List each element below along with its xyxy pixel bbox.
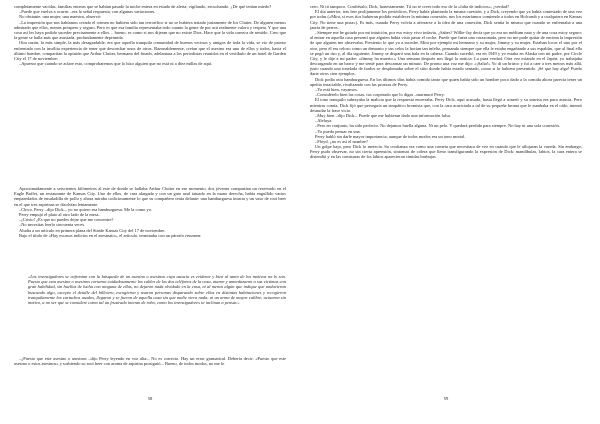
left-page: [14, 4, 286, 418]
paragraph: –Floyd, ¿no es así el nombre?: [315, 138, 368, 144]
paragraph: –Pero en conjunto, ha sido perfecto. No dejamos huella alguna. Ni un pelo. Y quedará perdida para siempre. No hay ni una sola conexión.: [315, 123, 560, 129]
paragraph: Perry habló sin darle mayor importancia, aunque de todos modos era un tono mortal.: [315, 133, 466, 139]
page-number: 59: [443, 396, 449, 401]
paragraph: –Yo puedo pensar en una.: [315, 128, 361, 134]
right-block-1: [310, 4, 582, 160]
paragraph: El tono tranquilo subrayaba la malicia que la respuesta encerraba. Perry Dick, aquí acusado, hasta llegó a sonreír y su sonrisa era pura astucia. Pero mientras comía, Dick fijó que perseguía un simpático bromista que, con la cara acariciada a tal de su pequeña broma que le zumbaba en el oído, intentó desnudar la frase vicio.: [310, 97, 582, 113]
right-page: [310, 4, 582, 418]
paragraph: –Chico, Perry –dijo Dick–, yo no quiero esa hamburguesa. Me la como yo.: [19, 206, 153, 212]
paragraph: –Ya está bien, vayamos.: [315, 87, 358, 92]
page-number: 58: [147, 396, 153, 401]
paragraph: Perry empujó el plato al otro lado de la mesa.: [19, 211, 100, 217]
paragraph: –Puede que vuelva a ocurrir –era la señal respuesta, con algunas variaciones.: [19, 9, 156, 15]
left-block-3: [14, 356, 286, 366]
paragraph: Dick podía otra hamburguesa. En los últimos días había comido tanto que quien había sido un hombre poco dado a la comida ahora parecía tener un apetito insaciable, rivalizando con las proezas de Perry.: [310, 76, 582, 87]
paragraph: Aludía a un artículo en primera plana del Starde Kansas City del 17 de noviembre.: [19, 227, 166, 233]
paragraph: Otra razón, la más simple, la más desagradable, era que aquella tranquila comunidad de buenos vecinos y amigos de toda la vida, se vio de pronto enfrentada con la insólita experiencia de tener que desconfiar unos de otros. Razonablemente, creían que el asesino era uno de ellos y todos, hasta el último hombre, compartían la opinión que Arthur Clutter, hermano del finado, adelantara a los periodistas reunidos en el vestíbulo de un hotel de Garden City el 17 de noviembre:: [14, 40, 286, 61]
paragraph: –Aleluya.: [315, 118, 333, 124]
paragraph: El día anterior, tras leer prolijamente los periódicos, Perry había planteado la misma cuestión, y a Dick, creyendo que ya había contestado de una vez por todas («Mira, si esos tíos hubieran podido establecer la mínima conexión, nos los estaríamos comiendo a todos en Holcomb y a cualquiera en Kansas City. No tiene una pista»). Es más, cuando Perry volvía a aferrarse a la idea de una conexión, Dick sentía lo mismo que cuando se enfrentaba a una jauría de perros.: [310, 9, 582, 30]
paragraph: –No necesitas leerlo cincuenta veces.: [19, 222, 86, 228]
paragraph: Un golpe bajo, pero Dick lo merecía. Su confianza era como una cometa que necesitara de vez en cuando que le aflojaran la cuerda. Sin embargo, Perry pudo observar, no sin cierta aprensión, síntomas de cólera que lleno transfigurando la expresión de Dick: mandíbulas, labios, la cara entera se distendió y en las comisuras de los labios aparecieron tímidas burbujas: [310, 144, 582, 160]
paragraph: Bajo el título de «Hay escasos indicios en el asesinato», el artículo, terminaba con un párrafo resumen:: [19, 232, 202, 238]
paragraph: completamente vacídas, familias enteras que se habían pasado la noche entera en estado de alerta, vigilando, escuchando. ¿De qué tenían miedo?: [14, 4, 272, 9]
paragraph: –Apuesto que cuando se aclare esto, comprobaremos que lo hizo alguien que no está ni a diez millas de aquí.: [19, 61, 213, 67]
paragraph: Aproximadamente a seiscientos kilómetros al este de donde se hallaba Arthur Clutter en ese momento, dos jóvenes compartían un reservado en el Eagle Buffet, un restaurante de Kansas City. Uno de ellos, de cara alargada y con un gato azul tatuado en la mano derecha, había engullido varios emparedados de ensaladilla de pollo y ahora miraba codiciosamente lo que su compañero tenía delante: una hamburguesa intacta y un vaso de root beer en el que tres aspirinas se disolvían lentamente.: [14, 186, 286, 207]
left-block-2: [14, 186, 286, 238]
paragraph: –¿Puesto que este asesino o asesinos –dijo Perry leyendo en voz alta–. No es correcto. Hay un error gramatical. Debería decir: «Puesto que este asesino o estos asesinos» y sorbiendo su root beer con aroma de aspirina prosiguió–. Bueno, de todos modos, no me lo: [14, 356, 286, 367]
paragraph: creo. Ni tú tampoco. Confiésalo, Dick, honestamente. Tú no te crees todo eso de la «falta de indicios», ¿verdad?: [310, 4, 510, 9]
newspaper-quote: «Los investigadores se enfrentan con la búsqueda de un asesino o asesinos cuya astucia es evidente y bien al tanto de los motivos no lo son. Puesto que esta asesino o asesinos cortaron cuidadosamente los cables de los dos teléfonos de la casa, ataron y amordazaron a sus víctimas con gran habilidad, sin huellas de lucha con ninguna de ellas, no dejaron nada olvidado en la casa, ni al menos algún que indique que anduvieran buscando algo, excepto el detalle del billetero, escogieron y usaron personas disparando sobre ellas en distintas habitaciones y recogieron tranquilamente los cartuchos usados, llegaron y se fueron de aquella casa sin que nadie viera nada, ni un arma de mayor calibre, actuaron sin motivo, a no ser que se considere como tal un frustrado intento de robo, como los investigadores se inclinan a pensar.»: [28, 274, 286, 305]
paragraph: –Muy bien –dijo Dick–. Puede que me hubieran dado una información falsa.: [315, 112, 451, 118]
paragraph: –La impresión que nos habíamos creado el crimen no hubiera sido tan terrorífico si no se hubiera tratado justamente de los Clutter. De alguien menos admirado que ellos, menos próspero y seguro. Pero es que esa familia representaba todo cuanto la gente de por acá realmente valora y respeta. Y que una cosa así les haya podido suceder precisamente a ellos… bueno, es como si nos dijeran que no existe Dios. Hace que la vida carezca de sentido. Creo que la gente se halla más que asustada, profundamente deprimida.: [14, 19, 286, 41]
paragraph: –Siempre me he guiado por mi intuición, por eso estoy vivo todavía, ¿Sabes? Willie-Jay decía que yo era un médium nato y de una cosa estoy seguro: al entrar en aquella casa presentí que alguien había visto pasar el coche. Puede que fuera una corazonada, pero no me pude quitar de encima la impresión de que alguien me observaba. Presiento lo que ya a suceder. Mira por ejemplo mi hermano y su mujer, Jimmy y su mujer. Estaban locos el uno por el otro, pero él era celoso como un demonio y sus celos la hacían tan infeliz, pensando siempre que ella le estaba engañando a sus espaldas, que al final ella se pegó un tiro y, al día siguiente, Jimmy se disparó una bala en la cabeza. Cuando sucedió, era en 1949 y yo estaba en Alaska con mi padre, por Circle City, y le dije a mi padre: «Jimmy ha muerto.» Una semana después nos llegó la noticia. La pura verdad. Otra vez estando en el Japón, yo trabajaba descargando en un barco y me senté para descansar un minuto. De pronto una voz me dijo: «¡Salta!» Yo di un brinco y fui a caer a tres metros más allá, justo cuando una tonelada de fardos se desplomaba sobre el sitio donde había estado sentado, como si lo hubiera presentido. ¡Sé que hay algo! Puedo darte otros cien ejemplos.: [310, 29, 582, 77]
paragraph: –Considérelo bien las cosas, tus corpórado que lo digas –murmuró Perry.: [315, 92, 445, 98]
paragraph: No obstante, una mujer, una maestra, observó:: [19, 14, 102, 20]
left-quote-block: [14, 274, 286, 305]
left-block-1: [14, 4, 286, 66]
paragraph: –¡Cristo! ¿Es que no puedes dejar que me concentre?: [19, 217, 114, 223]
